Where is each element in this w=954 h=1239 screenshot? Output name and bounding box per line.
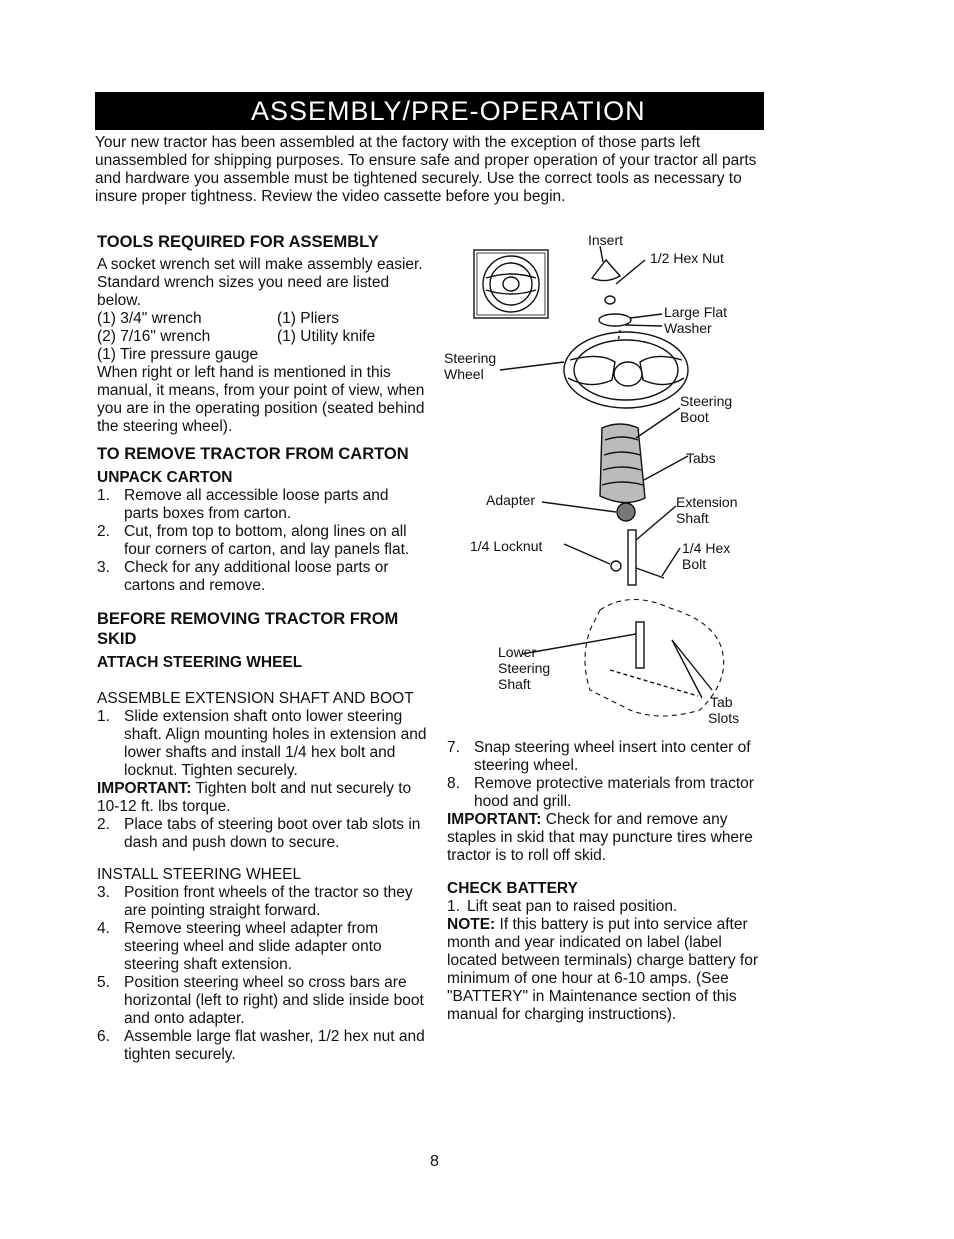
list-item: 6. Assemble large flat washer, 1/2 hex nut and tighten securely. — [97, 1028, 425, 1063]
list-item: 3. Position front wheels of the tractor so they are pointing straight forward. — [97, 884, 413, 919]
label-wheel-2: Wheel — [444, 366, 484, 382]
tool-row-2 — [97, 328, 427, 346]
list-item: 8. Remove protective materials from tractor hood and grill. — [447, 775, 754, 810]
tools-text: A socket wrench set will make assembly easier. Standard wrench sizes you need are listed below. — [97, 256, 423, 309]
label-tab-2: Slots — [708, 710, 740, 726]
section-banner — [95, 92, 764, 130]
list-item: 2. Place tabs of steering boot over tab slots in dash and push down to secure. — [97, 816, 421, 851]
tool-row-1 — [97, 310, 427, 328]
label-hexbolt-1: 1/4 Hex — [682, 540, 731, 556]
inset-box — [474, 250, 548, 318]
hand-note: When right or left hand is mentioned in this manual, it means, from your point of view, when you are in the operating position (seated behind the steering wheel). — [97, 364, 425, 435]
label-insert: Insert — [588, 232, 624, 248]
page-number: 8 — [430, 1153, 439, 1170]
label-tab-1: Tab — [710, 694, 733, 710]
label-hex-nut: 1/2 Hex Nut — [650, 250, 724, 266]
tool-item: (1) Pliers — [277, 310, 340, 327]
battery-note: NOTE: If this battery is put into service after month and year indicated on label (label located between terminals) charge battery for minimum of one hour at 6-10 amps. (See "BATTERY" in Maintenance section of this manual for charging instructions). — [447, 916, 759, 1023]
tool-item: (1) Utility knife — [277, 328, 376, 345]
battery-heading: CHECK BATTERY — [447, 880, 578, 897]
tool-item: (1) 3/4" wrench — [97, 310, 202, 327]
label-boot-2: Boot — [680, 409, 709, 425]
label-hexbolt-2: Bolt — [682, 556, 707, 572]
label-lower-1: Lower — [498, 644, 537, 660]
unpack-subheading: UNPACK CARTON — [97, 469, 233, 486]
list-item: 4. Remove steering wheel adapter from steering wheel and slide adapter onto steering shaft extension. — [97, 920, 382, 973]
boot-steps — [97, 816, 427, 852]
label-lower-3: Shaft — [498, 676, 531, 692]
label-extension-1: Extension — [676, 494, 738, 510]
section-title: ASSEMBLY/PRE-OPERATION — [251, 96, 646, 126]
unpack-steps — [97, 487, 427, 595]
wheel-final-steps — [447, 739, 767, 811]
label-tabs: Tabs — [686, 450, 716, 466]
tools-heading: TOOLS REQUIRED FOR ASSEMBLY — [97, 233, 379, 251]
label-locknut: 1/4 Locknut — [470, 538, 543, 554]
label-wheel-1: Steering — [444, 350, 497, 366]
label-lower-2: Steering — [498, 660, 551, 676]
label-adapter: Adapter — [486, 492, 536, 508]
list-item: 7. Snap steering wheel insert into center of steering wheel. — [447, 739, 751, 774]
skid-heading: BEFORE REMOVING TRACTOR FROM SKID — [97, 610, 399, 648]
label-extension-2: Shaft — [676, 510, 709, 526]
extension-steps — [97, 708, 427, 780]
list-item: 1. Remove all accessible loose parts and parts boxes from carton. — [97, 487, 389, 522]
list-item: 1. Lift seat pan to raised position. — [447, 898, 678, 915]
tool-gauge: (1) Tire pressure gauge — [97, 346, 259, 363]
right-column — [447, 739, 767, 1024]
install-steps — [97, 884, 427, 1064]
label-washer-1: Large Flat — [664, 304, 728, 320]
label-washer-2: Washer — [664, 320, 712, 336]
list-item: 1. Slide extension shaft onto lower steering shaft. Align mounting holes in extension and lower shafts and install 1/4 hex bolt and locknut. Tighten securely. — [97, 708, 427, 779]
remove-heading: TO REMOVE TRACTOR FROM CARTON — [97, 445, 409, 463]
list-item: 2. Cut, from top to bottom, along lines on all four corners of carton, and lay panels flat. — [97, 523, 410, 558]
label-boot-1: Steering — [680, 393, 733, 409]
group-install-wheel: INSTALL STEERING WHEEL — [97, 866, 302, 883]
important-torque: IMPORTANT: Tighten bolt and nut securely to 10-12 ft. lbs torque. — [97, 780, 412, 815]
list-item: 5. Position steering wheel so cross bars are horizontal (left to right) and slide inside boot and onto adapter. — [97, 974, 424, 1027]
intro-paragraph: Your new tractor has been assembled at the factory with the exception of those parts left unassembled for shipping purposes. To ensure safe and proper operation of your tractor all parts and hardware you assemble must be tightened securely. Use the correct tools as necessary to insure proper tightness. Review the video cassette before you begin. — [95, 134, 757, 205]
battery-steps — [447, 898, 767, 916]
list-item: 3. Check for any additional loose parts or cartons and remove. — [97, 559, 389, 594]
tool-item: (2) 7/16" wrench — [97, 328, 211, 345]
important-staples: IMPORTANT: Check for and remove any staples in skid that may puncture tires where tractor is to roll off skid. — [447, 811, 753, 864]
group-extension-shaft: ASSEMBLE EXTENSION SHAFT AND BOOT — [97, 690, 414, 707]
left-column — [97, 232, 427, 1064]
attach-subheading: ATTACH STEERING WHEEL — [97, 654, 303, 671]
steering-assembly-diagram — [440, 230, 770, 730]
